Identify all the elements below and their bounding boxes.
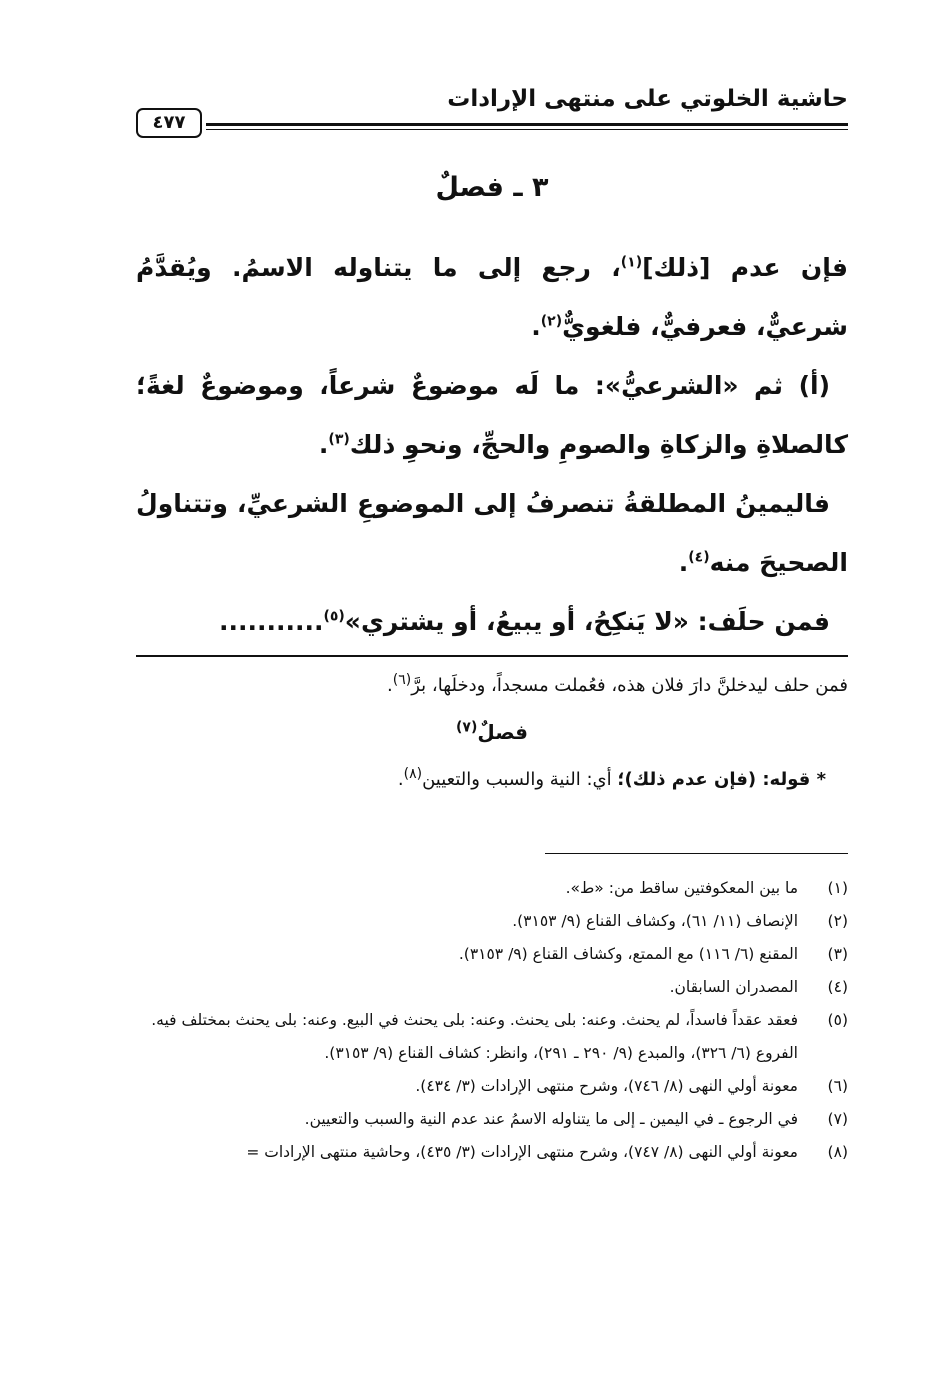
text-run: . <box>678 548 689 577</box>
footnote-text: معونة أولي النهى (٨/ ٧٤٦)، وشرح منتهى الإرادات (٣/ ٤٣٤). <box>415 1077 798 1095</box>
footnote-ref[interactable]: (٤) <box>688 549 710 566</box>
footnote <box>136 1136 848 1169</box>
running-title: حاشية الخلوتي على منتهى الإرادات <box>447 86 848 112</box>
text-run: أي: النية والسبب والتعيين <box>422 769 618 790</box>
main-paragraph-4 <box>136 592 848 651</box>
text-run: . <box>318 430 329 459</box>
footnote <box>136 872 848 905</box>
text-run: فصلٌ <box>477 720 528 744</box>
main-text-divider <box>136 655 848 657</box>
header-rule <box>206 123 848 126</box>
dot-leader: ........... <box>218 607 324 636</box>
footnote-text: المقنع (٦/ ١١٦) مع الممتع، وكشاف القناع (٩/ ٣١٥٣). <box>458 945 798 963</box>
footnote-text: المصدران السابقان. <box>669 978 798 996</box>
commentary-quote <box>136 762 848 798</box>
footnote-ref[interactable]: (٨) <box>403 766 423 782</box>
footnote <box>136 1070 848 1103</box>
commentary <box>136 668 848 798</box>
text-run: فمن حلَف: «لا يَنكِحُ، أو يبيعُ، أو يشتري» <box>344 607 830 636</box>
footnote <box>136 971 848 1004</box>
commentary-line <box>136 668 848 704</box>
commentary-section-title <box>136 714 848 750</box>
footnote-continuation: الفروع (٦/ ٣٢٦)، والمبدع (٩/ ٢٩٠ ـ ٢٩١)، وانظر: كشاف القناع (٩/ ٣١٥٣). <box>324 1044 798 1062</box>
footnote <box>136 1103 848 1136</box>
section-title: ٣ ـ فصلٌ <box>435 172 549 203</box>
text-run: فمن حلف ليدخلنَّ دارَ فلان هذه، فعُملت مسجداً، ودخلَها، برَّ <box>411 675 848 696</box>
footnote-divider <box>545 853 848 854</box>
footnote-text: ما بين المعكوفتين ساقط من: «ط». <box>565 879 798 897</box>
footnote-number: (٢) <box>827 912 848 930</box>
footnote-number: (٣) <box>827 945 848 963</box>
text-run: . <box>387 675 393 696</box>
footnote-number: (٤) <box>827 978 848 996</box>
footnote-ref[interactable]: (٥) <box>323 608 345 625</box>
footnote-number: (٥) <box>827 1011 848 1029</box>
main-paragraph-1 <box>136 238 848 356</box>
footnote-text: معونة أولي النهى (٨/ ٧٤٧)، وشرح منتهى الإرادات (٣/ ٤٣٥)، وحاشية منتهى الإرادات = <box>246 1143 798 1161</box>
footnote-text: فعقد عقداً فاسداً، لم يحنث. وعنه: بلى يحنث. وعنه: بلى يحنث في البيع. وعنه: بلى يحنث بمختلف فيه. <box>151 1011 798 1029</box>
footnote-number: (٦) <box>827 1077 848 1095</box>
footnote-ref[interactable]: (٦) <box>392 672 412 688</box>
footnote-ref[interactable]: (١) <box>620 254 643 271</box>
footnote-ref[interactable]: (٢) <box>540 313 563 330</box>
footnote-number: (١) <box>827 879 848 897</box>
footnote-text: في الرجوع ـ في اليمين ـ إلى ما يتناوله الاسمُ عند عدم النية والسبب والتعيين. <box>304 1110 798 1128</box>
footnote-number: (٧) <box>827 1110 848 1128</box>
footnote-ref[interactable]: (٧) <box>455 719 478 736</box>
main-paragraph-2 <box>136 356 848 474</box>
footnote-text: الإنصاف (١١/ ٦١)، وكشاف القناع (٩/ ٣١٥٣). <box>512 912 798 930</box>
text-run: فاليمينُ المطلقةُ تنصرفُ إلى الموضوعِ الشرعيِّ، وتتناولُ الصحيحَ منه <box>136 489 848 577</box>
footnote-ref[interactable]: (٣) <box>328 431 350 448</box>
text-run: . <box>397 769 404 790</box>
text-run: . <box>531 312 541 341</box>
footnote <box>136 1004 848 1037</box>
text-run: (أ) ثم «الشرعيُّ»: ما لَه موضوعٌ شرعاً، وموضوعٌ لغةً؛ كالصلاةِ والزكاةِ والصومِ والحجِّ، ونحوِ ذلك <box>136 371 848 459</box>
text-run: فإن عدم [ذلك] <box>642 253 848 282</box>
page-header <box>136 86 848 132</box>
main-paragraph-3 <box>136 474 848 592</box>
footnote <box>136 938 848 971</box>
main-text <box>136 238 848 651</box>
text-run: ، رجع إلى ما يتناوله الاسمُ. ويُقدَّمُ شرعيٌّ، فعرفيٌّ، فلغويٌّ <box>136 253 848 341</box>
footnote-number: (٨) <box>827 1143 848 1161</box>
footnotes <box>136 872 848 1169</box>
page-number: ٤٧٧ <box>136 108 202 138</box>
footnote <box>136 905 848 938</box>
quote-lead: * قوله: (فإن عدم ذلك)؛ <box>617 769 826 790</box>
